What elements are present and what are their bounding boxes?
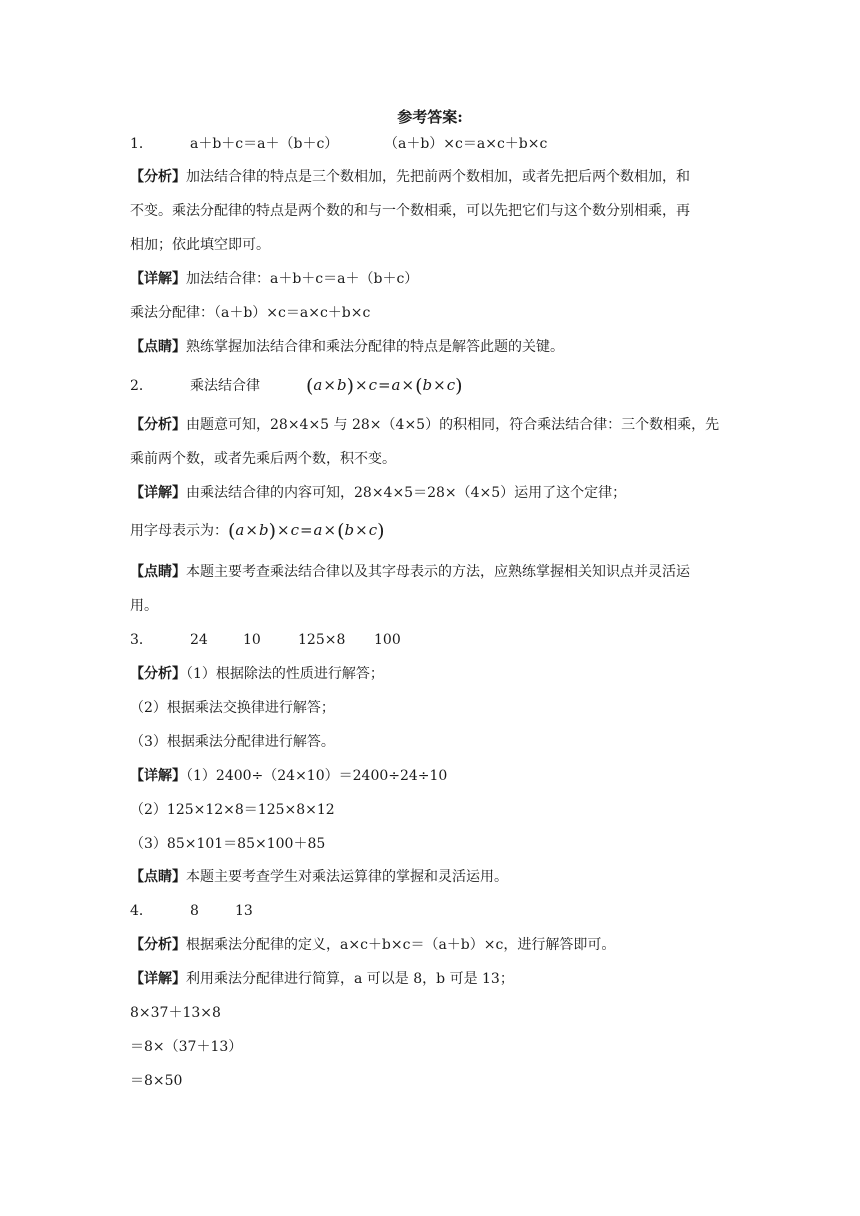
q1-answer-line [130, 134, 740, 154]
q1-analysis-line-1 [130, 167, 740, 187]
q3-answer-1: 24 [190, 632, 208, 648]
q4-detail-line-1 [130, 969, 740, 989]
q4-analysis-tag: 【分析】 [130, 937, 186, 953]
q3-analysis-text-1: （1）根据除法的性质进行解答； [186, 666, 384, 682]
q1-detail-text-1: 加法结合律：a＋b＋c＝a＋（b＋c） [186, 271, 419, 287]
q2-analysis-text-1: 由题意可知，28×4×5 与 28×（4×5）的积相同，符合乘法结合律：三个数相乘，先 [186, 417, 720, 433]
q2-answer-1: 乘法结合律 [190, 378, 260, 394]
q2-key-point-text-1: 本题主要考查乘法结合律以及其字母表示的方法，应熟练掌握相关知识点并灵活运 [186, 564, 690, 580]
q3-detail-line-2: （2）125×12×8＝125×8×12 [130, 802, 335, 818]
q1-answer-1: a＋b＋c＝a＋（b＋c） [190, 136, 339, 152]
q2-analysis-line-2: 乘前两个数，或者先乘后两个数，积不变。 [130, 451, 396, 467]
q3-detail-tag: 【详解】 [130, 768, 186, 784]
q3-analysis-line-3: （3）根据乘法分配律进行解答。 [130, 734, 335, 750]
q3-key-point-line [130, 867, 740, 887]
q1-detail-tag: 【详解】 [130, 271, 186, 287]
q1-analysis-tag: 【分析】 [130, 169, 186, 185]
q4-step-1: 8×37＋13×8 [130, 1005, 221, 1021]
q4-answer-1: 8 [190, 903, 199, 919]
page-title: 参考答案: [397, 108, 463, 126]
q2-analysis-line-1 [130, 415, 740, 435]
q4-detail-text-1: 利用乘法分配律进行简算，a 可以是 8，b 可是 13； [186, 971, 514, 987]
q4-answer-line [130, 901, 740, 921]
q4-step-2: ＝8×（37＋13） [130, 1039, 243, 1055]
q1-analysis-text-1: 加法结合律的特点是三个数相加，先把前两个数相加，或者先把后两个数相加，和 [186, 169, 690, 185]
q3-detail-text-1: （1）2400÷（24×10）＝2400÷24÷10 [186, 768, 448, 784]
q3-detail-line-1 [130, 766, 740, 786]
q1-key-point-tag: 【点睛】 [130, 339, 186, 355]
q1-analysis-line-3: 相加；依此填空即可。 [130, 237, 270, 253]
q1-answer-2: （a＋b）×c＝a×c＋b×c [384, 136, 548, 152]
q4-number: 4． [130, 903, 153, 919]
q3-key-point-tag: 【点睛】 [130, 869, 186, 885]
q2-detail-text-1: 由乘法结合律的内容可知，28×4×5＝28×（4×5）运用了这个定律； [186, 485, 627, 501]
q3-answer-line [130, 630, 740, 650]
q3-analysis-line-1 [130, 664, 740, 684]
q2-detail-formula: (a×b)×c=a×(b×c) [228, 520, 385, 542]
q3-answer-3: 125×8 [298, 632, 346, 648]
q1-detail-line-1 [130, 269, 740, 289]
q2-detail-tag: 【详解】 [130, 485, 186, 501]
q2-answer-line [130, 374, 740, 396]
q1-detail-line-2: 乘法分配律：（a＋b）×c＝a×c＋b×c [130, 305, 371, 321]
q4-detail-tag: 【详解】 [130, 971, 186, 987]
q3-answer-2: 10 [243, 632, 261, 648]
q2-analysis-tag: 【分析】 [130, 417, 186, 433]
q4-step-3: ＝8×50 [130, 1073, 183, 1089]
q1-key-point-text: 熟练掌握加法结合律和乘法分配律的特点是解答此题的关键。 [186, 339, 564, 355]
q3-number: 3． [130, 632, 153, 648]
q2-detail-line-1 [130, 483, 740, 503]
q3-analysis-line-2: （2）根据乘法交换律进行解答； [130, 700, 335, 716]
q4-answer-2: 13 [235, 903, 253, 919]
q2-key-point-line-1 [130, 562, 740, 582]
q3-detail-line-3: （3）85×101＝85×100＋85 [130, 836, 326, 852]
q2-formula: (a×b)×c=a×(b×c) [306, 375, 463, 397]
q3-answer-4: 100 [374, 632, 401, 648]
q2-number: 2． [130, 378, 153, 394]
q2-detail-prefix: 用字母表示为： [130, 523, 228, 539]
q1-key-point-line [130, 337, 740, 357]
q3-analysis-tag: 【分析】 [130, 666, 186, 682]
q1-number: 1． [130, 136, 153, 152]
q4-analysis-line-1 [130, 935, 740, 955]
q2-key-point-line-2: 用。 [130, 598, 158, 614]
q2-key-point-tag: 【点睛】 [130, 564, 186, 580]
q3-key-point-text: 本题主要考查学生对乘法运算律的掌握和灵活运用。 [186, 869, 508, 885]
q1-analysis-line-2: 不变。乘法分配律的特点是两个数的和与一个数相乘，可以先把它们与这个数分别相乘，再 [130, 203, 690, 219]
q2-detail-line-2 [130, 519, 740, 541]
q4-analysis-text-1: 根据乘法分配律的定义，a×c＋b×c＝（a＋b）×c，进行解答即可。 [186, 937, 616, 953]
